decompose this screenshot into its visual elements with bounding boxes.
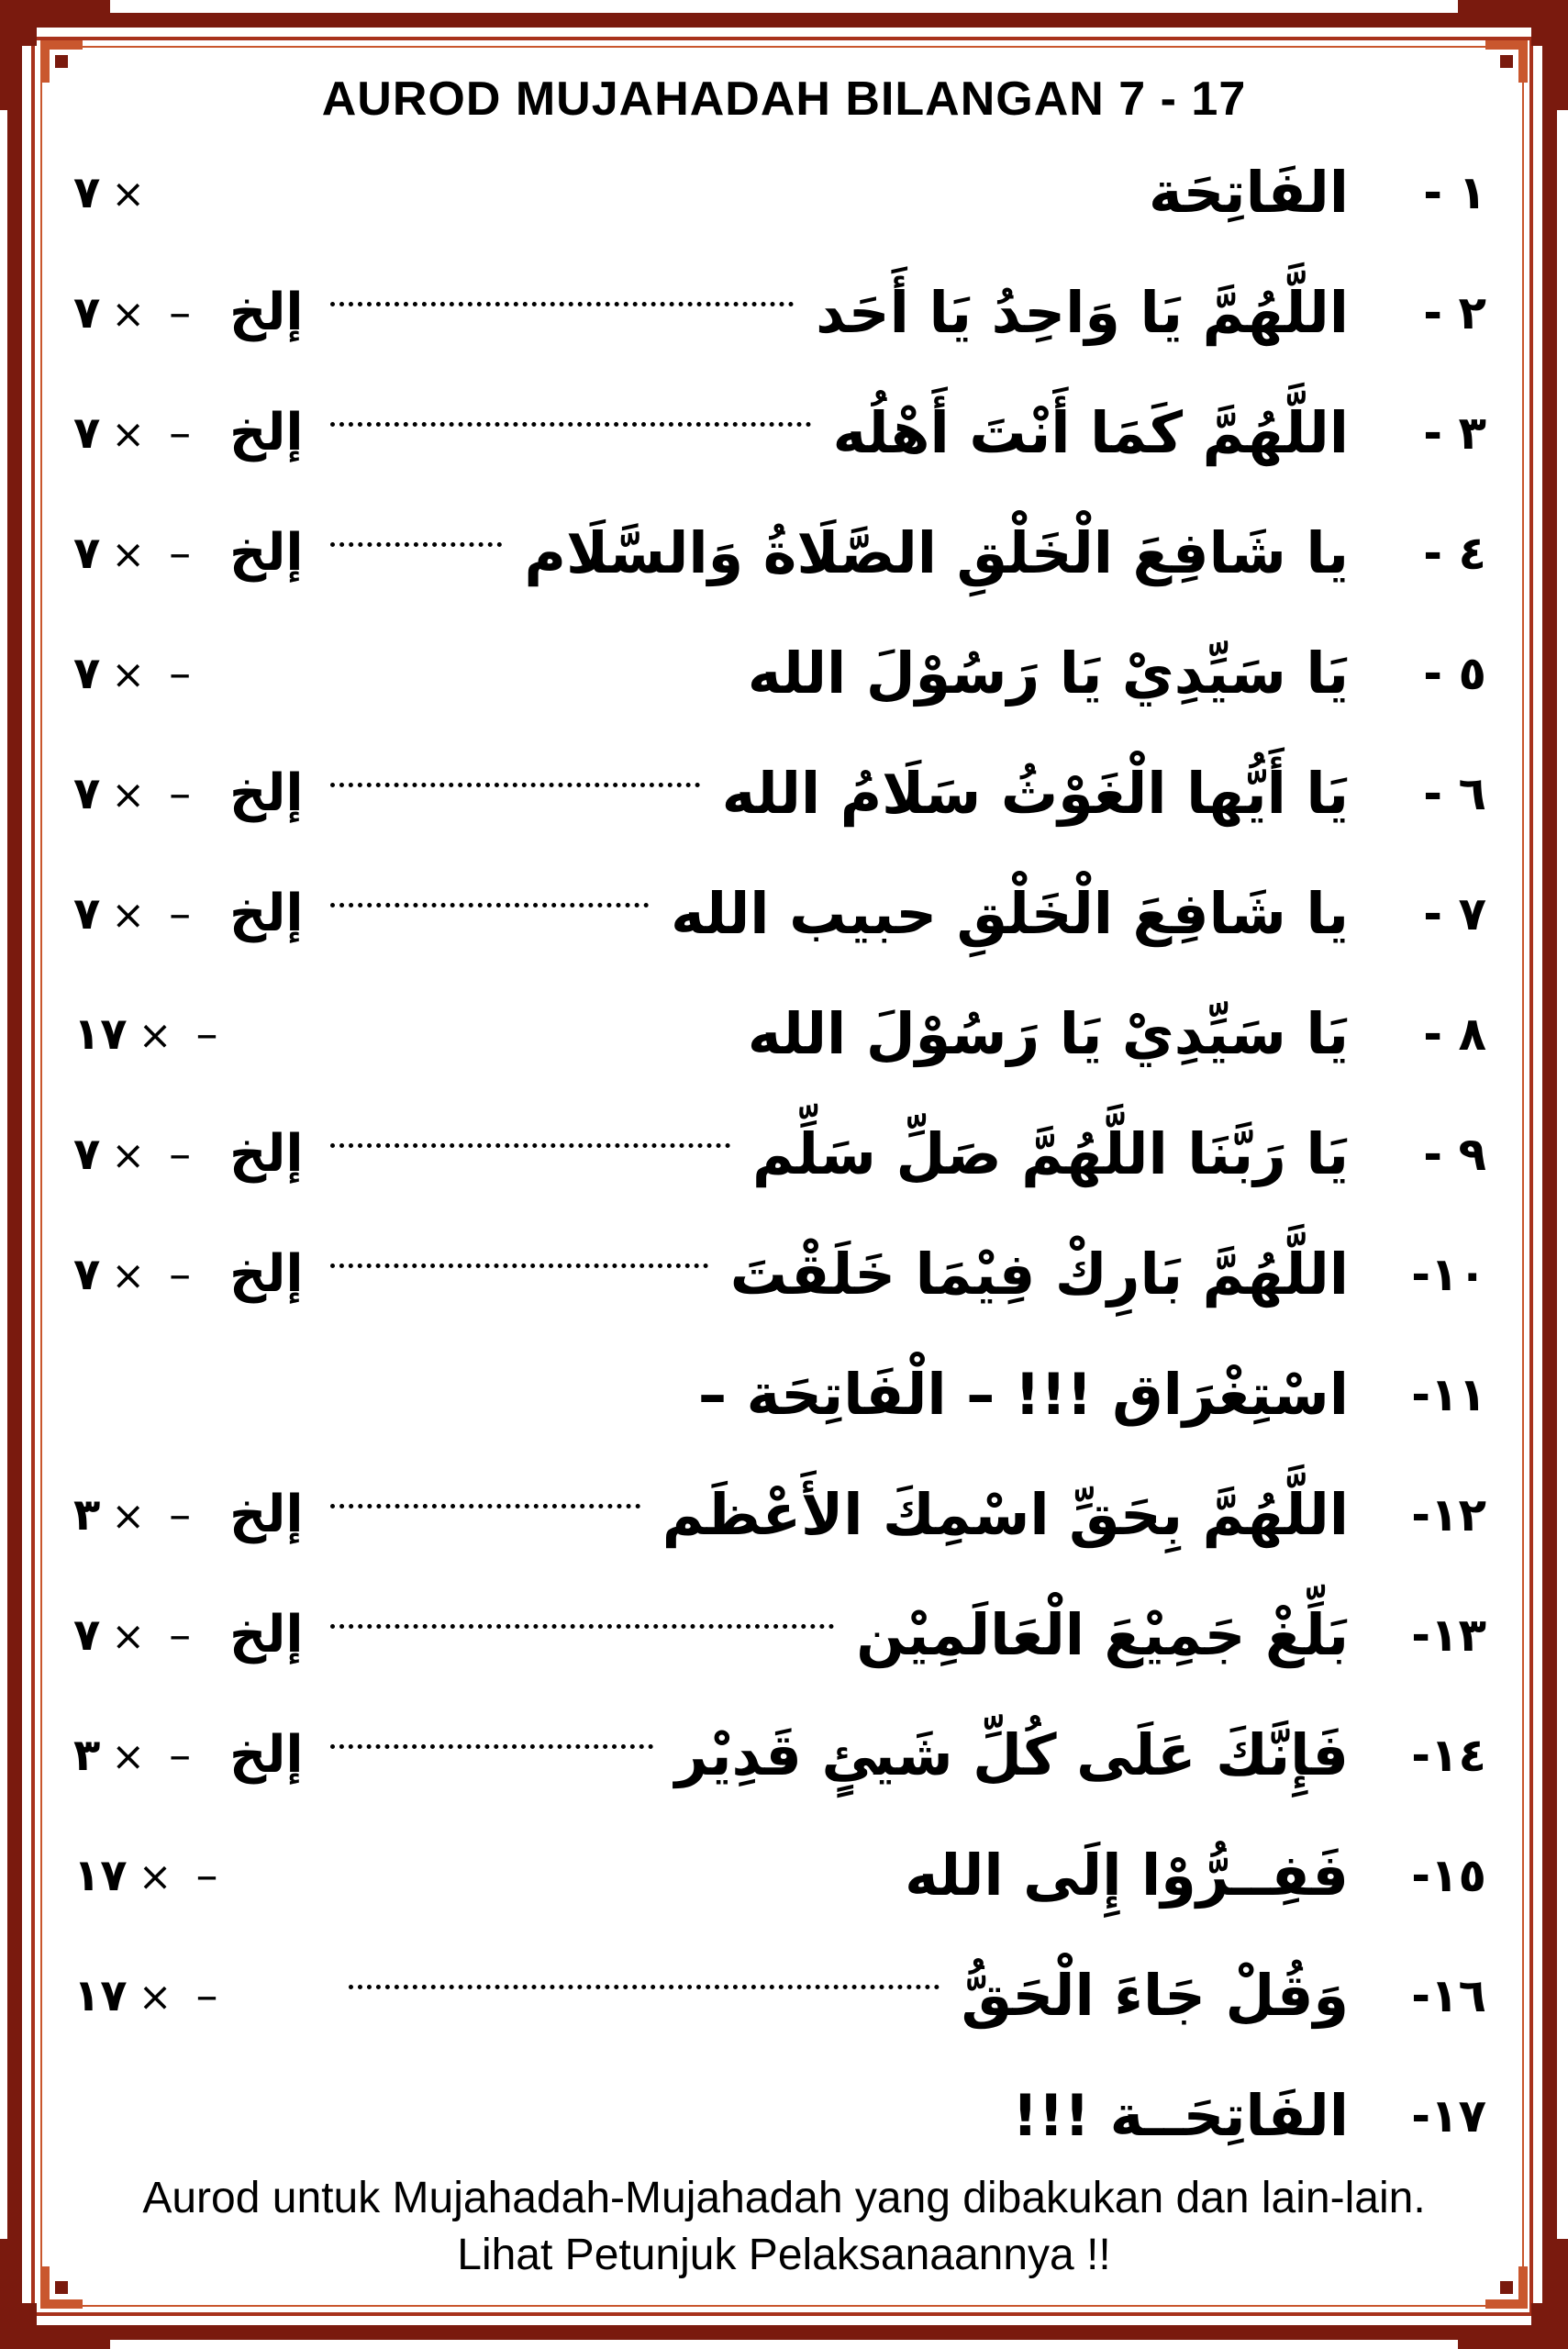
count-value: ٧: [73, 407, 101, 459]
count-value: ٧: [73, 888, 101, 940]
repeat-count: [73, 378, 191, 488]
list-item: [73, 498, 1486, 608]
dotted-leader: [330, 1264, 708, 1268]
list-item: [73, 1820, 1486, 1931]
count-value: ٧: [73, 1249, 101, 1300]
count-value: ٧: [73, 287, 101, 339]
dzikir-text: الفَاتِحَــة !!!: [1012, 2082, 1349, 2149]
repeat-count: [73, 1820, 217, 1931]
dotted-leader: [349, 1985, 940, 1989]
item-number: ١٠-: [1411, 1248, 1486, 1301]
list-item: [73, 1941, 1486, 2051]
list-item: [73, 1700, 1486, 1810]
count-value: ٣: [73, 1730, 101, 1781]
count-value: ١٧: [73, 1008, 128, 1060]
dzikir-text: فَإِنَّكَ عَلَى كُلِّ شَيئٍ قَدِيْر: [674, 1721, 1349, 1788]
dash-separator: –: [169, 407, 192, 459]
list-item: [73, 1580, 1486, 1690]
dotted-leader: [330, 542, 502, 547]
item-number: ٨ -: [1423, 1008, 1486, 1061]
dotted-leader: [330, 1143, 730, 1148]
dzikir-text: يَا أَيُّها الْغَوْثُ سَلَامُ الله: [721, 760, 1349, 827]
times-icon: ×: [111, 291, 146, 338]
dotted-leader: [330, 422, 811, 427]
list-item: [73, 1460, 1486, 1570]
dzikir-text: اللَّهُمَّ بَارِكْ فِيْمَا خَلَقْتَ: [729, 1241, 1349, 1308]
dash-separator: –: [195, 1970, 218, 2021]
repeat-count: [73, 1941, 217, 2051]
list-item: [73, 1099, 1486, 1209]
ilakhir-mark: إلخ: [229, 884, 304, 943]
times-icon: ×: [111, 171, 146, 217]
footer-line-1: Aurod untuk Mujahadah-Mujahadah yang dibakukan dan lain-lain.: [142, 2174, 1426, 2222]
dotted-leader: [330, 783, 700, 787]
item-number: ٥ -: [1423, 647, 1486, 700]
dzikir-text: يَا رَبَّنَا اللَّهُمَّ صَلِّ سَلِّم: [751, 1120, 1349, 1187]
list-item: [73, 979, 1486, 1089]
item-number: ٦ -: [1423, 767, 1486, 820]
count-value: ١٧: [73, 1970, 128, 2021]
dash-separator: –: [169, 528, 192, 579]
item-number: ١٢-: [1411, 1488, 1486, 1542]
dotted-leader: [330, 1744, 653, 1749]
dash-separator: –: [169, 768, 192, 819]
dzikir-text: اللَّهُمَّ بِحَقِّ اسْمِكَ الأَعْظَم: [662, 1481, 1349, 1548]
dzikir-text: فَفِــرُّوْا إِلَى الله: [905, 1842, 1349, 1909]
times-icon: ×: [111, 892, 146, 939]
item-number: ١٥-: [1411, 1849, 1486, 1902]
ilakhir-mark: إلخ: [229, 1485, 304, 1544]
footer-line-2: Lihat Petunjuk Pelaksanaannya !!: [457, 2231, 1111, 2279]
dzikir-text: يَا سَيِّدِيْ يَا رَسُوْلَ الله: [747, 1000, 1349, 1067]
list-item: [73, 1340, 1486, 1450]
ilakhir-mark: إلخ: [229, 1605, 304, 1664]
repeat-count: [73, 258, 191, 368]
dash-separator: –: [169, 888, 192, 940]
ilakhir-mark: إلخ: [229, 1244, 304, 1304]
dotted-leader: [330, 302, 794, 306]
ilakhir-mark: إلخ: [229, 523, 304, 583]
list-item: [73, 859, 1486, 969]
list-item: [73, 378, 1486, 488]
item-number: ١١-: [1411, 1368, 1486, 1421]
list-item: [73, 1219, 1486, 1330]
item-number: ٢ -: [1423, 286, 1486, 340]
dzikir-text: اللَّهُمَّ كَمَا أَنْتَ أَهْلُه: [832, 399, 1349, 466]
count-value: ١٧: [73, 1850, 128, 1901]
list-item: [73, 138, 1486, 248]
footer-note: [0, 2170, 1568, 2284]
dash-separator: –: [169, 287, 192, 339]
times-icon: ×: [111, 1252, 146, 1299]
times-icon: ×: [138, 1854, 172, 1900]
item-number: ٣ -: [1423, 406, 1486, 460]
page-title: AUROD MUJAHADAH BILANGAN 7 - 17: [321, 72, 1247, 126]
item-number: ٩ -: [1423, 1128, 1486, 1181]
dash-separator: –: [169, 1129, 192, 1180]
dash-separator: –: [169, 648, 192, 699]
repeat-count: [73, 498, 191, 608]
dzikir-text: يا شَافِعَ الْخَلْقِ الصَّلَاةُ وَالسَّلَام: [524, 519, 1349, 586]
dash-separator: –: [169, 1730, 192, 1781]
count-value: ٧: [73, 768, 101, 819]
dash-separator: –: [169, 1609, 192, 1661]
ilakhir-mark: إلخ: [229, 763, 304, 823]
dash-separator: –: [169, 1489, 192, 1541]
repeat-count: [73, 618, 191, 729]
times-icon: ×: [111, 1613, 146, 1660]
dash-separator: –: [195, 1850, 218, 1901]
dzikir-text: يَا سَيِّدِيْ يَا رَسُوْلَ الله: [747, 640, 1349, 707]
count-value: ٧: [73, 167, 101, 218]
dzikir-text: يا شَافِعَ الْخَلْقِ حبيب الله: [671, 880, 1349, 947]
item-number: ٧ -: [1423, 887, 1486, 941]
count-value: ٧: [73, 648, 101, 699]
times-icon: ×: [111, 411, 146, 458]
ilakhir-mark: إلخ: [229, 403, 304, 462]
times-icon: ×: [111, 651, 146, 698]
item-number: ١٤-: [1411, 1729, 1486, 1782]
times-icon: ×: [138, 1974, 172, 2021]
list-item: [73, 258, 1486, 368]
repeat-count: [73, 859, 191, 969]
ilakhir-mark: إلخ: [229, 1124, 304, 1184]
count-value: ٧: [73, 528, 101, 579]
repeat-count: [73, 1219, 191, 1330]
list-item: [73, 2061, 1486, 2171]
dzikir-text: اللَّهُمَّ يَا وَاحِدُ يَا أَحَد: [816, 279, 1349, 346]
repeat-count: [73, 1460, 191, 1570]
count-value: ٣: [73, 1489, 101, 1541]
times-icon: ×: [138, 1012, 172, 1059]
dzikir-text: الفَاتِحَة: [1149, 159, 1349, 226]
dotted-leader: [330, 1504, 640, 1508]
repeat-count: [73, 739, 191, 849]
dotted-leader: [330, 903, 649, 907]
times-icon: ×: [111, 1493, 146, 1540]
dzikir-text: بَلِّغْ جَمِيْعَ الْعَالَمِيْن: [856, 1601, 1349, 1668]
dzikir-text: وَقُلْ جَاءَ الْحَقُّ: [961, 1962, 1349, 2029]
item-number: ١٣-: [1411, 1609, 1486, 1662]
repeat-count: [73, 1700, 191, 1810]
ilakhir-mark: إلخ: [229, 283, 304, 342]
times-icon: ×: [111, 1132, 146, 1179]
dzikir-text: اسْتِغْرَاق !!! – الْفَاتِحَة –: [698, 1361, 1349, 1428]
dotted-leader: [330, 1624, 834, 1629]
times-icon: ×: [111, 531, 146, 578]
times-icon: ×: [111, 1733, 146, 1780]
repeat-count: [73, 1580, 191, 1690]
list-item: [73, 618, 1486, 729]
item-number: ١٦-: [1411, 1969, 1486, 2022]
dash-separator: –: [169, 1249, 192, 1300]
item-number: ٤ -: [1423, 527, 1486, 580]
times-icon: ×: [111, 772, 146, 818]
list-item: [73, 739, 1486, 849]
repeat-count: [73, 1099, 191, 1209]
item-number: ١ -: [1423, 166, 1486, 219]
item-number: ١٧-: [1411, 2089, 1486, 2143]
count-value: ٧: [73, 1609, 101, 1661]
repeat-count: [73, 138, 156, 248]
dash-separator: –: [195, 1008, 218, 1060]
repeat-count: [73, 979, 217, 1089]
count-value: ٧: [73, 1129, 101, 1180]
ilakhir-mark: إلخ: [229, 1725, 304, 1785]
